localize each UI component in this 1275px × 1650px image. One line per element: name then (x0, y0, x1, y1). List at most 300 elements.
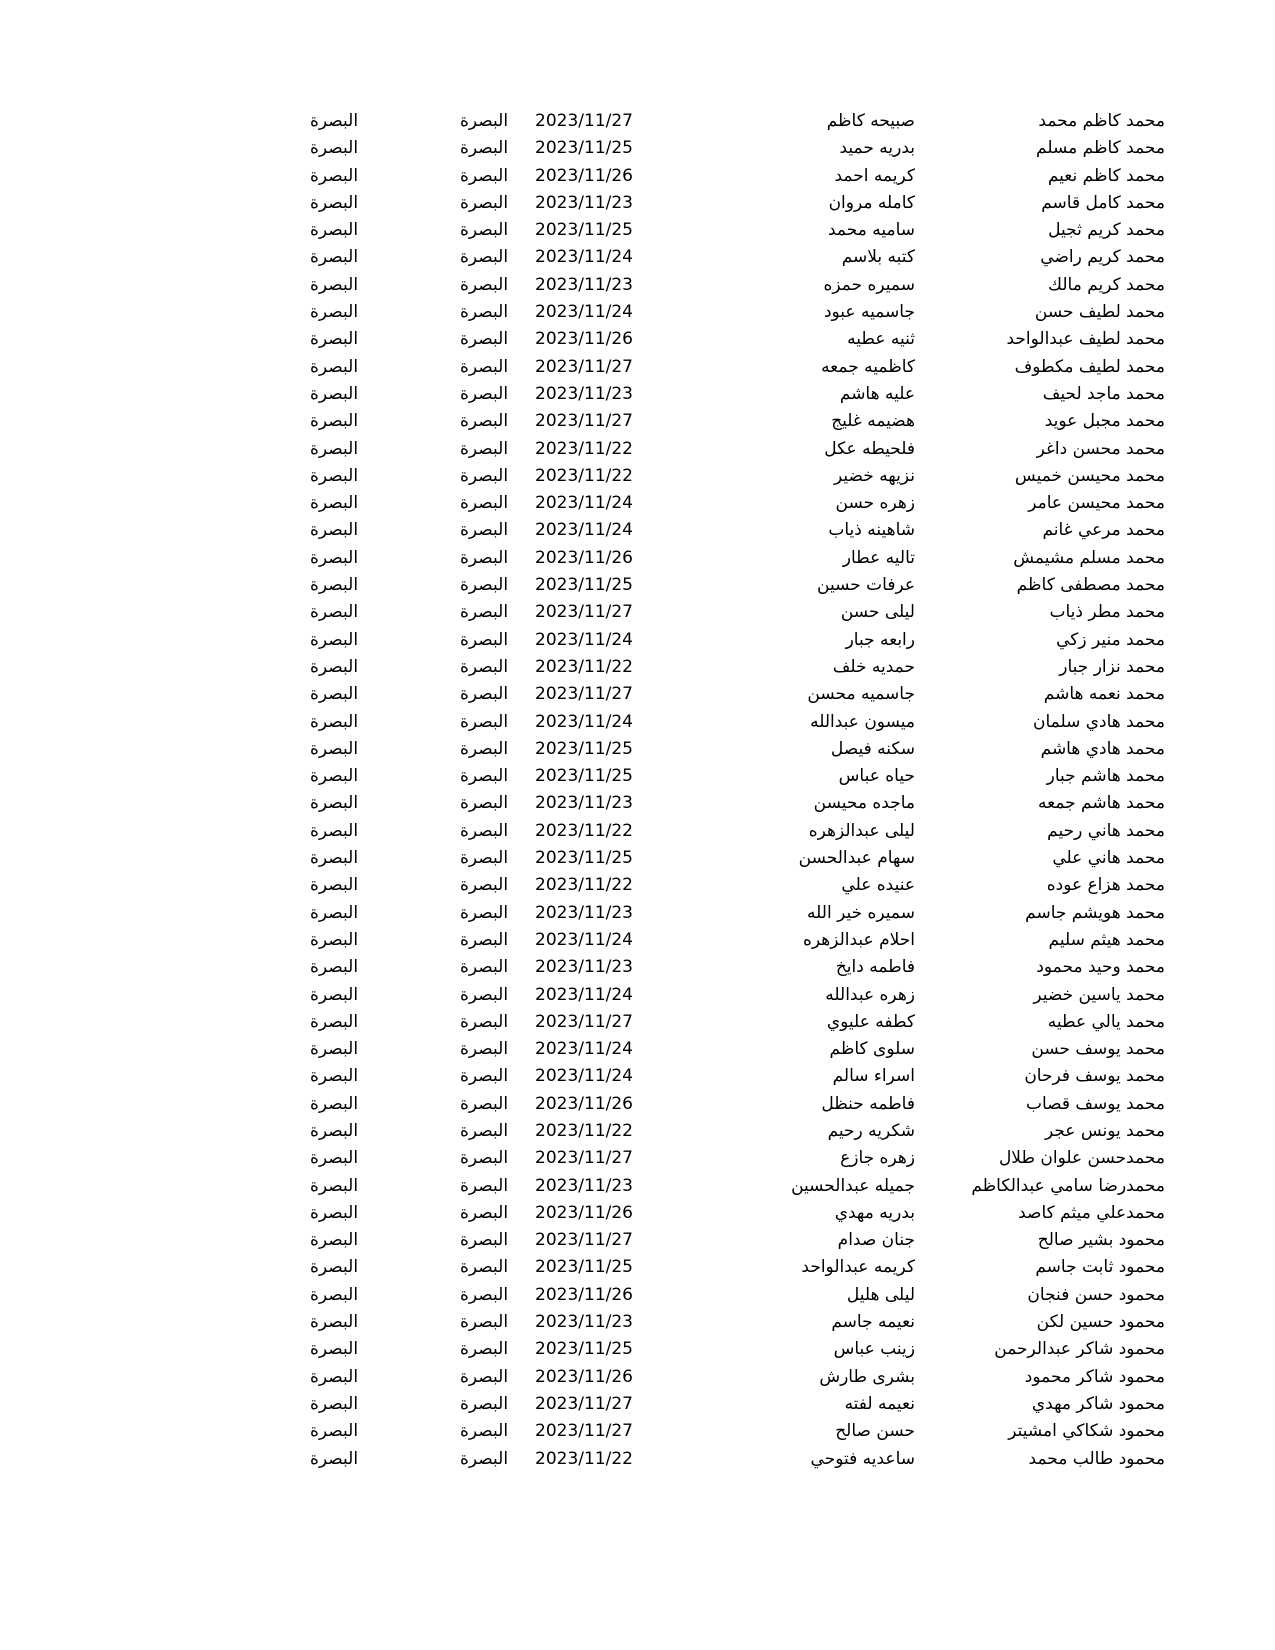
province-cell: البصرة (310, 465, 359, 486)
place-cell: البصرة (460, 302, 509, 323)
province-cell: البصرة (310, 738, 359, 759)
date-cell: 2023/11/27 (535, 684, 633, 705)
full-name-cell: محمد كامل قاسم (1041, 192, 1165, 213)
date-cell: 2023/11/23 (535, 902, 633, 923)
date-cell: 2023/11/26 (535, 1202, 633, 1223)
date-cell: 2023/11/24 (535, 929, 633, 950)
mother-name-cell: حمديه خلف (832, 656, 915, 677)
date-cell: 2023/11/25 (535, 138, 633, 159)
mother-name-cell: نعيمه لفته (844, 1393, 915, 1414)
full-name-cell: محمد كاظم مسلم (1036, 138, 1165, 159)
province-cell: البصرة (310, 848, 359, 869)
province-cell: البصرة (310, 902, 359, 923)
table-row (0, 872, 1275, 899)
full-name-cell: محمود شاكر محمود (1024, 1366, 1165, 1387)
full-name-cell: محمود شاكر عبدالرحمن (994, 1339, 1165, 1360)
place-cell: البصرة (460, 1066, 509, 1087)
date-cell: 2023/11/24 (535, 493, 633, 514)
mother-name-cell: ثنيه عطيه (847, 329, 915, 350)
place-cell: البصرة (460, 684, 509, 705)
table-row (0, 354, 1275, 381)
table-row (0, 517, 1275, 544)
date-cell: 2023/11/23 (535, 957, 633, 978)
province-cell: البصرة (310, 1093, 359, 1114)
place-cell: البصرة (460, 329, 509, 350)
province-cell: البصرة (310, 247, 359, 268)
full-name-cell: محمد لطيف عبدالواحد (1006, 329, 1165, 350)
province-cell: البصرة (310, 629, 359, 650)
date-cell: 2023/11/24 (535, 1039, 633, 1060)
date-cell: 2023/11/23 (535, 1175, 633, 1196)
place-cell: البصرة (460, 902, 509, 923)
mother-name-cell: ليلى هليل (846, 1284, 915, 1305)
place-cell: البصرة (460, 465, 509, 486)
place-cell: البصرة (460, 1093, 509, 1114)
names-table (0, 108, 1275, 1473)
full-name-cell: محمد مرعي غانم (1042, 520, 1165, 541)
mother-name-cell: تاليه عطار (842, 547, 915, 568)
table-row (0, 436, 1275, 463)
table-row (0, 654, 1275, 681)
full-name-cell: محمود شكاكي امشيتر (1008, 1421, 1165, 1442)
mother-name-cell: كامله مروان (828, 192, 915, 213)
date-cell: 2023/11/26 (535, 547, 633, 568)
date-cell: 2023/11/27 (535, 1148, 633, 1169)
table-row (0, 490, 1275, 517)
date-cell: 2023/11/26 (535, 1284, 633, 1305)
place-cell: البصرة (460, 1120, 509, 1141)
table-row (0, 1282, 1275, 1309)
date-cell: 2023/11/26 (535, 1093, 633, 1114)
date-cell: 2023/11/24 (535, 247, 633, 268)
mother-name-cell: فاطمه حنظل (821, 1093, 915, 1114)
full-name-cell: محمد هاني رحيم (1047, 820, 1165, 841)
province-cell: البصرة (310, 984, 359, 1005)
place-cell: البصرة (460, 383, 509, 404)
date-cell: 2023/11/24 (535, 711, 633, 732)
province-cell: البصرة (310, 329, 359, 350)
province-cell: البصرة (310, 820, 359, 841)
province-cell: البصرة (310, 192, 359, 213)
mother-name-cell: بدريه مهدي (834, 1202, 915, 1223)
table-row (0, 572, 1275, 599)
province-cell: البصرة (310, 547, 359, 568)
mother-name-cell: حسن صالح (835, 1421, 915, 1442)
mother-name-cell: جاسميه عبود (823, 302, 915, 323)
full-name-cell: محمدرضا سامي عبدالكاظم (971, 1175, 1165, 1196)
province-cell: البصرة (310, 220, 359, 241)
mother-name-cell: عرفات حسين (817, 575, 915, 596)
date-cell: 2023/11/25 (535, 575, 633, 596)
place-cell: البصرة (460, 1366, 509, 1387)
date-cell: 2023/11/25 (535, 1257, 633, 1278)
date-cell: 2023/11/24 (535, 1066, 633, 1087)
date-cell: 2023/11/27 (535, 411, 633, 432)
province-cell: البصرة (310, 656, 359, 677)
place-cell: البصرة (460, 602, 509, 623)
province-cell: البصرة (310, 138, 359, 159)
place-cell: البصرة (460, 848, 509, 869)
province-cell: البصرة (310, 1175, 359, 1196)
full-name-cell: محمود حسن فنجان (1027, 1284, 1165, 1305)
province-cell: البصرة (310, 438, 359, 459)
date-cell: 2023/11/23 (535, 192, 633, 213)
mother-name-cell: كريمه عبدالواحد (801, 1257, 915, 1278)
full-name-cell: محمد ماجد لحيف (1042, 383, 1165, 404)
full-name-cell: محمود ثابت جاسم (1035, 1257, 1165, 1278)
province-cell: البصرة (310, 766, 359, 787)
place-cell: البصرة (460, 411, 509, 432)
date-cell: 2023/11/22 (535, 656, 633, 677)
mother-name-cell: زهره جازع (840, 1148, 915, 1169)
place-cell: البصرة (460, 493, 509, 514)
full-name-cell: محمود حسين لكن (1036, 1312, 1165, 1333)
date-cell: 2023/11/22 (535, 820, 633, 841)
mother-name-cell: ليلى عبدالزهره (808, 820, 915, 841)
place-cell: البصرة (460, 1039, 509, 1060)
mother-name-cell: فاطمه دايخ (835, 957, 915, 978)
province-cell: البصرة (310, 1366, 359, 1387)
full-name-cell: محمود طالب محمد (1028, 1448, 1165, 1469)
province-cell: البصرة (310, 411, 359, 432)
mother-name-cell: كطفه عليوي (826, 1011, 915, 1032)
place-cell: البصرة (460, 875, 509, 896)
place-cell: البصرة (460, 1257, 509, 1278)
province-cell: البصرة (310, 793, 359, 814)
date-cell: 2023/11/23 (535, 1312, 633, 1333)
table-row (0, 1254, 1275, 1281)
mother-name-cell: جميله عبدالحسين (791, 1175, 915, 1196)
place-cell: البصرة (460, 1284, 509, 1305)
mother-name-cell: جنان صدام (837, 1230, 915, 1251)
mother-name-cell: شكريه رحيم (827, 1120, 915, 1141)
mother-name-cell: كتبه بلاسم (841, 247, 915, 268)
full-name-cell: محمد محسن داغر (1036, 438, 1165, 459)
mother-name-cell: فلحيطه عكل (824, 438, 915, 459)
province-cell: البصرة (310, 1039, 359, 1060)
province-cell: البصرة (310, 1066, 359, 1087)
mother-name-cell: نعيمه جاسم (831, 1312, 915, 1333)
place-cell: البصرة (460, 1230, 509, 1251)
province-cell: البصرة (310, 929, 359, 950)
date-cell: 2023/11/23 (535, 383, 633, 404)
table-row (0, 463, 1275, 490)
full-name-cell: محمد هاشم جبار (1046, 766, 1165, 787)
mother-name-cell: عليه هاشم (839, 383, 915, 404)
table-row (0, 627, 1275, 654)
province-cell: البصرة (310, 957, 359, 978)
date-cell: 2023/11/24 (535, 984, 633, 1005)
province-cell: البصرة (310, 111, 359, 131)
place-cell: البصرة (460, 1421, 509, 1442)
table-row (0, 1145, 1275, 1172)
mother-name-cell: كريمه احمد (834, 165, 915, 186)
place-cell: البصرة (460, 192, 509, 213)
table-row (0, 1446, 1275, 1473)
table-row (0, 845, 1275, 872)
table-row (0, 954, 1275, 981)
mother-name-cell: زينب عباس (833, 1339, 915, 1360)
table-row (0, 982, 1275, 1009)
table-row (0, 1173, 1275, 1200)
province-cell: البصرة (310, 274, 359, 295)
mother-name-cell: زهره عبدالله (825, 984, 915, 1005)
full-name-cell: محمد كريم مالك (1048, 274, 1165, 295)
mother-name-cell: بدريه حميد (839, 138, 915, 159)
table-row (0, 408, 1275, 435)
full-name-cell: محمود شاكر مهدي (1031, 1393, 1165, 1414)
date-cell: 2023/11/22 (535, 465, 633, 486)
full-name-cell: محمد محيسن خميس (1014, 465, 1165, 486)
full-name-cell: محمد يوسف قصاب (1025, 1093, 1165, 1114)
mother-name-cell: جاسميه محسن (807, 684, 915, 705)
province-cell: البصرة (310, 1257, 359, 1278)
full-name-cell: محمد محيسن عامر (1028, 493, 1165, 514)
mother-name-cell: ساميه محمد (827, 220, 915, 241)
mother-name-cell: ليلى حسن (840, 602, 915, 623)
province-cell: البصرة (310, 520, 359, 541)
date-cell: 2023/11/27 (535, 1011, 633, 1032)
place-cell: البصرة (460, 1202, 509, 1223)
table-row (0, 163, 1275, 190)
table-row (0, 1227, 1275, 1254)
province-cell: البصرة (310, 711, 359, 732)
mother-name-cell: رابعه جبار (845, 629, 915, 650)
place-cell: البصرة (460, 356, 509, 377)
mother-name-cell: سلوى كاظم (829, 1039, 915, 1060)
date-cell: 2023/11/22 (535, 1120, 633, 1141)
table-row (0, 1336, 1275, 1363)
date-cell: 2023/11/27 (535, 1230, 633, 1251)
place-cell: البصرة (460, 1393, 509, 1414)
place-cell: البصرة (460, 711, 509, 732)
full-name-cell: محمد كريم راضي (1040, 247, 1165, 268)
date-cell: 2023/11/24 (535, 302, 633, 323)
table-row (0, 736, 1275, 763)
place-cell: البصرة (460, 1148, 509, 1169)
date-cell: 2023/11/24 (535, 629, 633, 650)
mother-name-cell: سميره حمزه (823, 274, 915, 295)
province-cell: البصرة (310, 575, 359, 596)
mother-name-cell: نزيهه خضير (834, 465, 915, 486)
full-name-cell: محمد هادي هاشم (1040, 738, 1165, 759)
province-cell: البصرة (310, 875, 359, 896)
mother-name-cell: هضيمه غليج (831, 411, 915, 432)
place-cell: البصرة (460, 111, 509, 131)
province-cell: البصرة (310, 1339, 359, 1360)
table-row (0, 545, 1275, 572)
mother-name-cell: زهره حسن (835, 493, 915, 514)
date-cell: 2023/11/22 (535, 1448, 633, 1469)
mother-name-cell: كاظميه جمعه (821, 356, 915, 377)
date-cell: 2023/11/26 (535, 1366, 633, 1387)
province-cell: البصرة (310, 1230, 359, 1251)
date-cell: 2023/11/25 (535, 848, 633, 869)
table-row (0, 1036, 1275, 1063)
place-cell: البصرة (460, 766, 509, 787)
place-cell: البصرة (460, 984, 509, 1005)
province-cell: البصرة (310, 602, 359, 623)
mother-name-cell: اسراء سالم (832, 1066, 915, 1087)
province-cell: البصرة (310, 1148, 359, 1169)
table-row (0, 681, 1275, 708)
full-name-cell: محمد وحيد محمود (1036, 957, 1165, 978)
table-row (0, 190, 1275, 217)
table-row (0, 1063, 1275, 1090)
table-row (0, 927, 1275, 954)
place-cell: البصرة (460, 247, 509, 268)
place-cell: البصرة (460, 738, 509, 759)
mother-name-cell: شاهينه ذياب (828, 520, 915, 541)
province-cell: البصرة (310, 1448, 359, 1469)
full-name-cell: محمد مجبل عويد (1044, 411, 1165, 432)
province-cell: البصرة (310, 1011, 359, 1032)
mother-name-cell: سميره خير الله (807, 902, 915, 923)
mother-name-cell: ساعديه فتوحي (810, 1448, 915, 1469)
full-name-cell: محمد نزار جبار (1059, 656, 1165, 677)
full-name-cell: محمد يالي عطيه (1047, 1011, 1165, 1032)
table-row (0, 381, 1275, 408)
table-row (0, 900, 1275, 927)
date-cell: 2023/11/27 (535, 1421, 633, 1442)
table-row (0, 709, 1275, 736)
table-row (0, 1418, 1275, 1445)
place-cell: البصرة (460, 656, 509, 677)
table-row (0, 1391, 1275, 1418)
full-name-cell: محمد هزاع عوده (1046, 875, 1165, 896)
full-name-cell: محمد هويشم جاسم (1025, 902, 1165, 923)
full-name-cell: محمد كاظم نعيم (1047, 165, 1165, 186)
table-row (0, 1009, 1275, 1036)
place-cell: البصرة (460, 165, 509, 186)
place-cell: البصرة (460, 929, 509, 950)
mother-name-cell: احلام عبدالزهره (802, 929, 915, 950)
province-cell: البصرة (310, 383, 359, 404)
mother-name-cell: حياه عباس (838, 766, 915, 787)
place-cell: البصرة (460, 793, 509, 814)
mother-name-cell: سكنه فيصل (830, 738, 915, 759)
mother-name-cell: عنيده علي (841, 875, 915, 896)
place-cell: البصرة (460, 1175, 509, 1196)
table-row (0, 1309, 1275, 1336)
mother-name-cell: ميسون عبدالله (810, 711, 915, 732)
full-name-cell: محمود بشير صالح (1037, 1230, 1165, 1251)
province-cell: البصرة (310, 1120, 359, 1141)
place-cell: البصرة (460, 820, 509, 841)
place-cell: البصرة (460, 220, 509, 241)
date-cell: 2023/11/22 (535, 438, 633, 459)
full-name-cell: محمد هاني علي (1052, 848, 1165, 869)
full-name-cell: محمد مسلم مشيمش (1013, 547, 1165, 568)
table-row (0, 1091, 1275, 1118)
province-cell: البصرة (310, 1421, 359, 1442)
full-name-cell: محمد ياسين خضير (1033, 984, 1165, 1005)
place-cell: البصرة (460, 438, 509, 459)
date-cell: 2023/11/27 (535, 111, 633, 131)
place-cell: البصرة (460, 1339, 509, 1360)
table-row (0, 790, 1275, 817)
table-row (0, 135, 1275, 162)
province-cell: البصرة (310, 1312, 359, 1333)
date-cell: 2023/11/25 (535, 1339, 633, 1360)
full-name-cell: محمد لطيف مكطوف (1014, 356, 1165, 377)
date-cell: 2023/11/25 (535, 738, 633, 759)
place-cell: البصرة (460, 575, 509, 596)
full-name-cell: محمد هاشم جمعه (1038, 793, 1165, 814)
table-row (0, 1118, 1275, 1145)
date-cell: 2023/11/26 (535, 329, 633, 350)
table-row (0, 1200, 1275, 1227)
table-row (0, 108, 1275, 135)
full-name-cell: محمد مطر ذياب (1049, 602, 1165, 623)
place-cell: البصرة (460, 629, 509, 650)
full-name-cell: محمد منير زكي (1056, 629, 1165, 650)
date-cell: 2023/11/27 (535, 602, 633, 623)
place-cell: البصرة (460, 547, 509, 568)
full-name-cell: محمدعلي ميثم كاصد (1018, 1202, 1165, 1223)
full-name-cell: محمد كريم ثجيل (1048, 220, 1165, 241)
mother-name-cell: ماجده محيسن (813, 793, 915, 814)
table-row (0, 272, 1275, 299)
date-cell: 2023/11/23 (535, 274, 633, 295)
place-cell: البصرة (460, 957, 509, 978)
province-cell: البصرة (310, 684, 359, 705)
table-row (0, 818, 1275, 845)
place-cell: البصرة (460, 1011, 509, 1032)
full-name-cell: محمد يوسف حسن (1031, 1039, 1165, 1060)
table-row (0, 763, 1275, 790)
table-row (0, 299, 1275, 326)
full-name-cell: محمد هيثم سليم (1048, 929, 1165, 950)
full-name-cell: محمد يونس عجر (1044, 1120, 1165, 1141)
date-cell: 2023/11/22 (535, 875, 633, 896)
place-cell: البصرة (460, 274, 509, 295)
table-row (0, 1364, 1275, 1391)
province-cell: البصرة (310, 302, 359, 323)
province-cell: البصرة (310, 356, 359, 377)
full-name-cell: محمد هادي سلمان (1032, 711, 1165, 732)
full-name-cell: محمد لطيف حسن (1034, 302, 1165, 323)
mother-name-cell: صبيحه كاظم (826, 111, 915, 131)
province-cell: البصرة (310, 1202, 359, 1223)
date-cell: 2023/11/25 (535, 220, 633, 241)
full-name-cell: محمدحسن علوان طلال (998, 1148, 1165, 1169)
full-name-cell: محمد كاظم محمد (1038, 111, 1165, 131)
mother-name-cell: بشرى طارش (819, 1366, 915, 1387)
province-cell: البصرة (310, 1393, 359, 1414)
date-cell: 2023/11/26 (535, 165, 633, 186)
province-cell: البصرة (310, 1284, 359, 1305)
date-cell: 2023/11/23 (535, 793, 633, 814)
province-cell: البصرة (310, 493, 359, 514)
table-row (0, 244, 1275, 271)
place-cell: البصرة (460, 1312, 509, 1333)
table-row (0, 599, 1275, 626)
date-cell: 2023/11/25 (535, 766, 633, 787)
place-cell: البصرة (460, 1448, 509, 1469)
full-name-cell: محمد مصطفى كاظم (1016, 575, 1165, 596)
full-name-cell: محمد يوسف فرحان (1024, 1066, 1165, 1087)
date-cell: 2023/11/27 (535, 356, 633, 377)
mother-name-cell: سهام عبدالحسن (798, 848, 915, 869)
table-row (0, 326, 1275, 353)
full-name-cell: محمد نعمه هاشم (1043, 684, 1165, 705)
place-cell: البصرة (460, 138, 509, 159)
table-row (0, 217, 1275, 244)
place-cell: البصرة (460, 520, 509, 541)
date-cell: 2023/11/27 (535, 1393, 633, 1414)
province-cell: البصرة (310, 165, 359, 186)
